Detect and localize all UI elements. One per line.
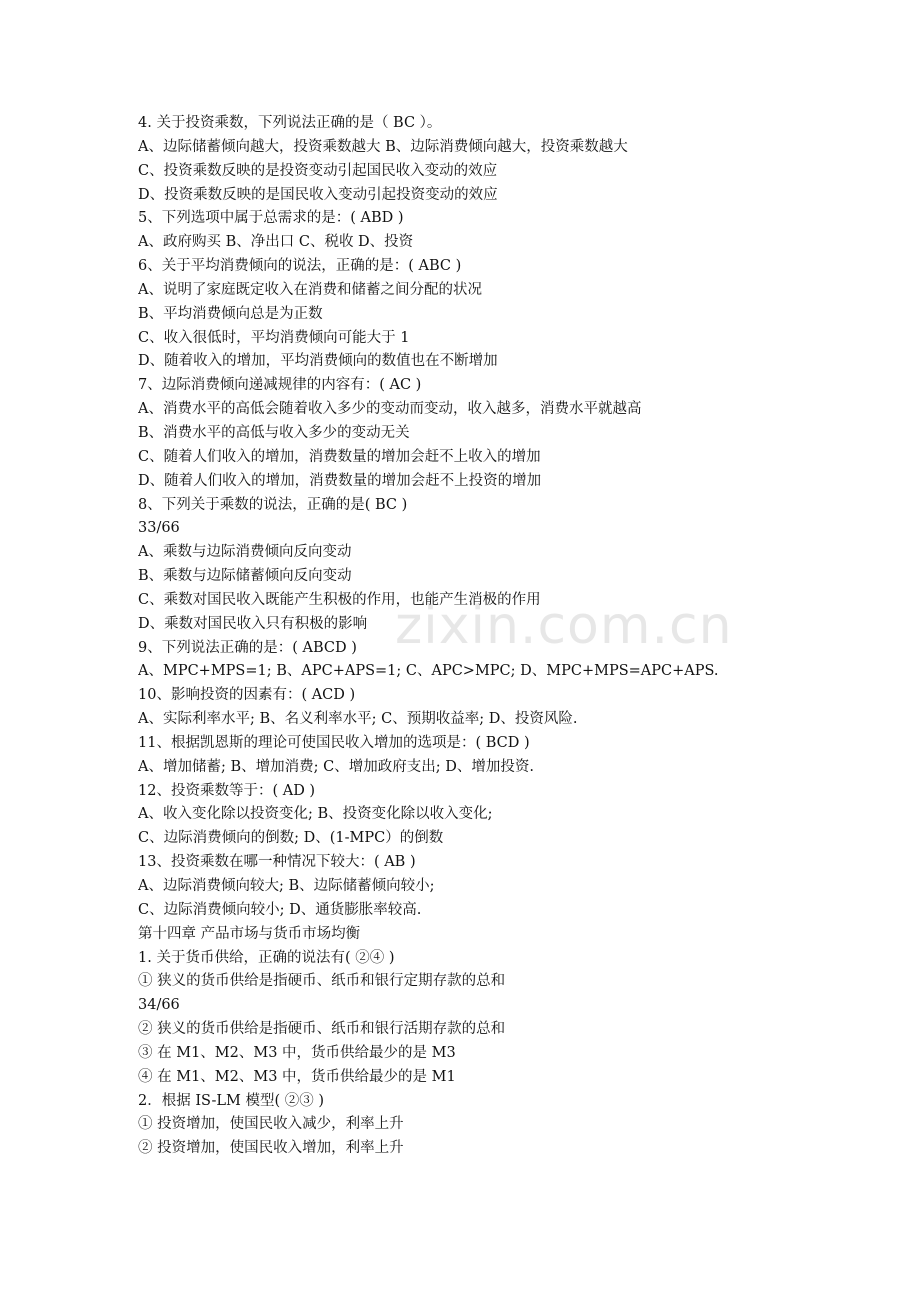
text-line: 34/66 (138, 997, 180, 1014)
text-line: ① 投资增加，使国民收入减少，利率上升 (138, 1116, 404, 1133)
text-line: A、乘数与边际消费倾向反向变动 (138, 544, 352, 561)
text-line: 11、根据凯恩斯的理论可使国民收入增加的选项是：( BCD ) (138, 734, 530, 751)
text-line: D、随着收入的增加，平均消费倾向的数值也在不断增加 (138, 353, 498, 370)
text-line: 5、下列选项中属于总需求的是：( ABD ) (138, 210, 404, 227)
text-line: 2．根据 IS-LM 模型( ②③ ) (138, 1092, 325, 1109)
text-line: A、收入变化除以投资变化; B、投资变化除以收入变化; (138, 806, 493, 823)
text-line: 13、投资乘数在哪一种情况下较大：( AB ) (138, 854, 416, 871)
text-line: B、平均消费倾向总是为正数 (138, 305, 323, 322)
document-body (138, 112, 838, 1161)
text-line: 33/66 (138, 520, 180, 537)
text-line: 第十四章 产品市场与货币市场均衡 (138, 925, 361, 942)
text-line: 7、边际消费倾向递减规律的内容有：( AC ) (138, 377, 422, 394)
text-line: 1. 关于货币供给，正确的说法有( ②④ ) (138, 949, 395, 966)
text-line: D、随着人们收入的增加，消费数量的增加会赶不上投资的增加 (138, 472, 542, 489)
text-line: A、增加储蓄; B、增加消费; C、增加政府支出; D、增加投资. (138, 758, 534, 775)
text-line: D、乘数对国民收入只有积极的影响 (138, 615, 368, 632)
text-line: A、MPC+MPS=1; B、APC+APS=1; C、APC>MPC; D、MPC+MPS=APC+APS. (138, 663, 719, 680)
text-line: 10、影响投资的因素有：( ACD ) (138, 687, 356, 704)
text-line: A、政府购买 B、净出口 C、税收 D、投资 (138, 234, 414, 251)
text-line: 4. 关于投资乘数，下列说法正确的是（ BC ）。 (138, 115, 442, 131)
text-line: B、乘数与边际储蓄倾向反向变动 (138, 568, 352, 585)
text-line: C、投资乘数反映的是投资变动引起国民收入变动的效应 (138, 162, 498, 179)
text-line: B、消费水平的高低与收入多少的变动无关 (138, 424, 410, 441)
text-line: 6、关于平均消费倾向的说法，正确的是：( ABC ) (138, 258, 462, 275)
text-line: A、边际消费倾向较大; B、边际储蓄倾向较小; (138, 878, 435, 894)
text-line: 12、投资乘数等于：( AD ) (138, 782, 316, 799)
text-line: C、边际消费倾向的倒数; D、(1-MPC）的倒数 (138, 830, 444, 847)
text-line: C、边际消费倾向较小; D、通货膨胀率较高. (138, 901, 422, 918)
text-line: A、实际利率水平; B、名义利率水平; C、预期收益率; D、投资风险. (138, 711, 578, 728)
text-line: A、说明了家庭既定收入在消费和储蓄之间分配的状况 (138, 281, 482, 298)
text-line: C、随着人们收入的增加，消费数量的增加会赶不上收入的增加 (138, 448, 541, 465)
text-line: C、收入很低时，平均消费倾向可能大于 1 (138, 329, 410, 346)
text-line: 9、下列说法正确的是：( ABCD ) (138, 639, 357, 656)
watermark: zixin.com.cn (395, 596, 733, 656)
text-line: ④ 在 M1、M2、M3 中，货币供给最少的是 M1 (138, 1068, 456, 1085)
text-line: D、投资乘数反映的是国民收入变动引起投资变动的效应 (138, 186, 498, 203)
text-line: A、边际储蓄倾向越大，投资乘数越大 B、边际消费倾向越大，投资乘数越大 (138, 138, 628, 155)
text-line: ② 投资增加，使国民收入增加，利率上升 (138, 1140, 404, 1157)
text-line: ① 狭义的货币供给是指硬币、纸币和银行定期存款的总和 (138, 973, 506, 990)
text-line: ③ 在 M1、M2、M3 中，货币供给最少的是 M3 (138, 1044, 456, 1061)
text-line: A、消费水平的高低会随着收入多少的变动而变动，收入越多，消费水平就越高 (138, 401, 642, 418)
text-line: 8、下列关于乘数的说法，正确的是( BC ) (138, 496, 408, 513)
text-line: ② 狭义的货币供给是指硬币、纸币和银行活期存款的总和 (138, 1021, 506, 1038)
text-line: C、乘数对国民收入既能产生积极的作用，也能产生消极的作用 (138, 591, 541, 608)
